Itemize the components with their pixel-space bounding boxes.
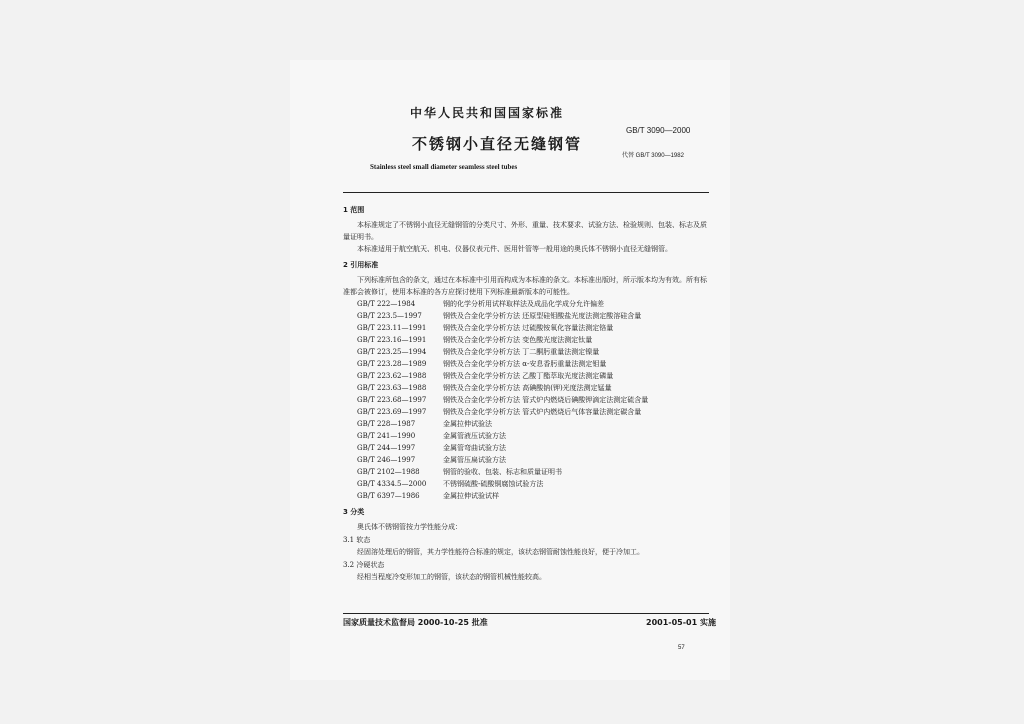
- reference-title: 钢铁及合金化学分析方法 高碘酸钠(钾)光度法测定锰量: [443, 384, 612, 392]
- reference-item: [357, 298, 709, 310]
- reference-item: [357, 322, 709, 334]
- reference-title: 钢铁及合金化学分析方法 α-安息香肟重量法测定钼量: [443, 360, 607, 368]
- reference-code: GB/T 2102—1988: [357, 468, 420, 476]
- reference-title: 不锈钢硫酸-硫酸铜腐蚀试验方法: [443, 480, 544, 488]
- reference-item: [357, 370, 709, 382]
- reference-title: 钢铁及合金化学分析方法 管式炉内燃烧后碘酸钾滴定法测定硫含量: [443, 396, 649, 404]
- reference-title: 金属管压扁试验方法: [443, 456, 506, 464]
- paragraph: 经相当程度冷变形加工的钢管，该状态的钢管机械性能较高。: [357, 573, 546, 581]
- paragraph: 奥氏体不锈钢管按力学性能分成：: [357, 523, 462, 531]
- paragraph: 经固溶处理后的钢管，其力学性能符合标准的规定，该状态钢管耐蚀性能良好，便于冷加工。: [357, 548, 644, 556]
- paragraph: 本标准规定了不锈钢小直径无缝钢管的分类尺寸、外形、重量、技术要求、试验方法、检验规则、包装、标志及质量证明书。: [343, 221, 707, 241]
- standard-title: 不锈钢小直径无缝钢管: [412, 135, 583, 153]
- reference-item: [357, 346, 709, 358]
- reference-code: GB/T 223.5—1997: [357, 312, 422, 320]
- reference-code: GB/T 223.69—1997: [357, 408, 427, 416]
- reference-item: [357, 478, 709, 490]
- reference-title: 钢的化学分析用试样取样法及成品化学成分允许偏差: [443, 300, 604, 308]
- reference-code: GB/T 223.68—1997: [357, 396, 427, 404]
- reference-code: GB/T 244—1997: [357, 444, 416, 452]
- reference-title: 钢铁及合金化学分析方法 变色酸光度法测定钛量: [443, 336, 593, 344]
- subsection-heading: 3.1 软态: [343, 536, 371, 544]
- reference-code: GB/T 4334.5—2000: [357, 480, 427, 488]
- reference-item: [357, 394, 709, 406]
- reference-item: [357, 406, 709, 418]
- reference-item: [357, 490, 709, 502]
- reference-item: [357, 310, 709, 322]
- section-heading: 3 分类: [343, 508, 365, 516]
- reference-item: [357, 430, 709, 442]
- paragraph: 下列标准所包含的条文，通过在本标准中引用而构成为本标准的条文。本标准出版时，所示版本均为有效。所有标准都会被修订，使用本标准的各方应探讨使用下列标准最新版本的可能性。: [343, 276, 707, 296]
- reference-code: GB/T 241—1990: [357, 432, 416, 440]
- reference-title: 钢铁及合金化学分析方法 还原型硅钼酸盐光度法测定酸溶硅含量: [443, 312, 642, 320]
- reference-item: [357, 418, 709, 430]
- standard-code: GB/T 3090—2000: [626, 126, 691, 135]
- reference-code: GB/T 223.25—1994: [357, 348, 427, 356]
- reference-code: GB/T 223.11—1991: [357, 324, 427, 332]
- reference-code: GB/T 223.16—1991: [357, 336, 427, 344]
- approval-note: 国家质量技术监督局 2000-10-25 批准: [343, 618, 488, 627]
- reference-code: GB/T 6397—1986: [357, 492, 420, 500]
- reference-item: [357, 334, 709, 346]
- reference-item: [357, 382, 709, 394]
- reference-code: GB/T 246—1997: [357, 456, 416, 464]
- reference-title: 钢铁及合金化学分析方法 丁二酮肟重量法测定镍量: [443, 348, 600, 356]
- reference-item: [357, 454, 709, 466]
- replaces-note: 代替 GB/T 3090—1982: [622, 153, 684, 159]
- reference-title: 钢铁及合金化学分析方法 乙酸丁酯萃取光度法测定磷量: [443, 372, 614, 380]
- reference-code: GB/T 228—1987: [357, 420, 416, 428]
- subsection-heading: 3.2 冷硬状态: [343, 561, 385, 569]
- reference-title: 金属管弯曲试验方法: [443, 444, 506, 452]
- standard-org-heading: 中华人民共和国国家标准: [410, 106, 565, 120]
- section-heading: 2 引用标准: [343, 261, 379, 269]
- reference-title: 钢管的验收、包装、标志和质量证明书: [443, 468, 562, 476]
- reference-title: 钢铁及合金化学分析方法 过硫酸铵氧化容量法测定铬量: [443, 324, 614, 332]
- top-divider: [343, 192, 709, 193]
- section-heading: 1 范围: [343, 206, 365, 214]
- bottom-divider: [343, 613, 709, 614]
- reference-title: 金属管液压试验方法: [443, 432, 506, 440]
- reference-item: [357, 442, 709, 454]
- reference-code: GB/T 223.62—1988: [357, 372, 427, 380]
- reference-code: GB/T 223.28—1989: [357, 360, 427, 368]
- reference-item: [357, 466, 709, 478]
- reference-title: 钢铁及合金化学分析方法 管式炉内燃烧后气体容量法测定碳含量: [443, 408, 642, 416]
- reference-list: [357, 298, 709, 502]
- english-title: Stainless steel small diameter seamless steel tubes: [370, 163, 518, 171]
- reference-code: GB/T 222—1984: [357, 300, 416, 308]
- document-body: [343, 200, 709, 583]
- reference-code: GB/T 223.63—1988: [357, 384, 427, 392]
- reference-item: [357, 358, 709, 370]
- effective-date: 2001-05-01 实施: [646, 618, 716, 627]
- reference-title: 金属拉伸试验法: [443, 420, 492, 428]
- page-number: 57: [678, 645, 685, 651]
- reference-title: 金属拉伸试验试样: [443, 492, 499, 500]
- paragraph: 本标准适用于航空航天、机电、仪器仪表元件、医用针管等一般用途的奥氏体不锈钢小直径无缝钢管。: [357, 245, 672, 253]
